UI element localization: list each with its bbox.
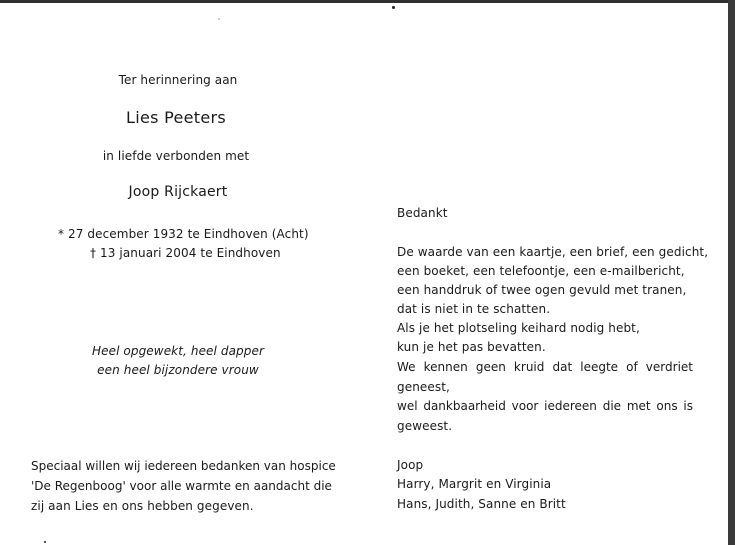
- partner-name: Joop Rijckaert: [128, 184, 228, 200]
- poem-line: een boeket, een telefoontje, een e-mailbericht,: [397, 264, 685, 278]
- poem-line: geweest.: [397, 419, 453, 433]
- poem-line: dat is niet in te schatten.: [397, 302, 551, 316]
- thanks-line-3: zij aan Lies en ons hebben gegeven.: [31, 499, 254, 513]
- signature-line: Hans, Judith, Sanne en Britt: [397, 497, 566, 511]
- poem-heading: Bedankt: [397, 206, 448, 220]
- poem-line: De waarde van een kaartje, een brief, een gedicht,: [397, 245, 709, 259]
- deceased-name: Lies Peeters: [125, 108, 227, 127]
- speck: [218, 18, 220, 20]
- scan-edge-top: [0, 0, 735, 3]
- poem-line: kun je het pas bevatten.: [397, 340, 546, 354]
- poem-line: We kennen geen kruid dat leegte of verdriet: [397, 360, 693, 374]
- signature-line: Joop: [397, 458, 424, 472]
- signature-line: Harry, Margrit en Virginia: [397, 477, 552, 491]
- motto-line-2: een heel bijzondere vrouw: [97, 363, 259, 377]
- thanks-line-1: Speciaal willen wij iedereen bedanken van hospice: [31, 459, 336, 473]
- poem-line: een handdruk of twee ogen gevuld met tranen,: [397, 283, 687, 297]
- speck: [44, 541, 46, 543]
- poem-line: geneest,: [397, 380, 450, 394]
- poem-line: Als je het plotseling keihard nodig hebt,: [397, 321, 640, 335]
- birth-line: * 27 december 1932 te Eindhoven (Acht): [58, 227, 309, 241]
- speck: [392, 6, 395, 9]
- intro-text: Ter herinnering aan: [118, 73, 238, 87]
- bond-text: in liefde verbonden met: [102, 149, 250, 163]
- scan-edge-right: [728, 0, 735, 545]
- death-line: † 13 januari 2004 te Eindhoven: [90, 246, 281, 260]
- poem-line: wel dankbaarheid voor iedereen die met ons is: [397, 399, 693, 413]
- thanks-line-2: 'De Regenboog' voor alle warmte en aandacht die: [31, 479, 332, 493]
- motto-line-1: Heel opgewekt, heel dapper: [91, 344, 265, 358]
